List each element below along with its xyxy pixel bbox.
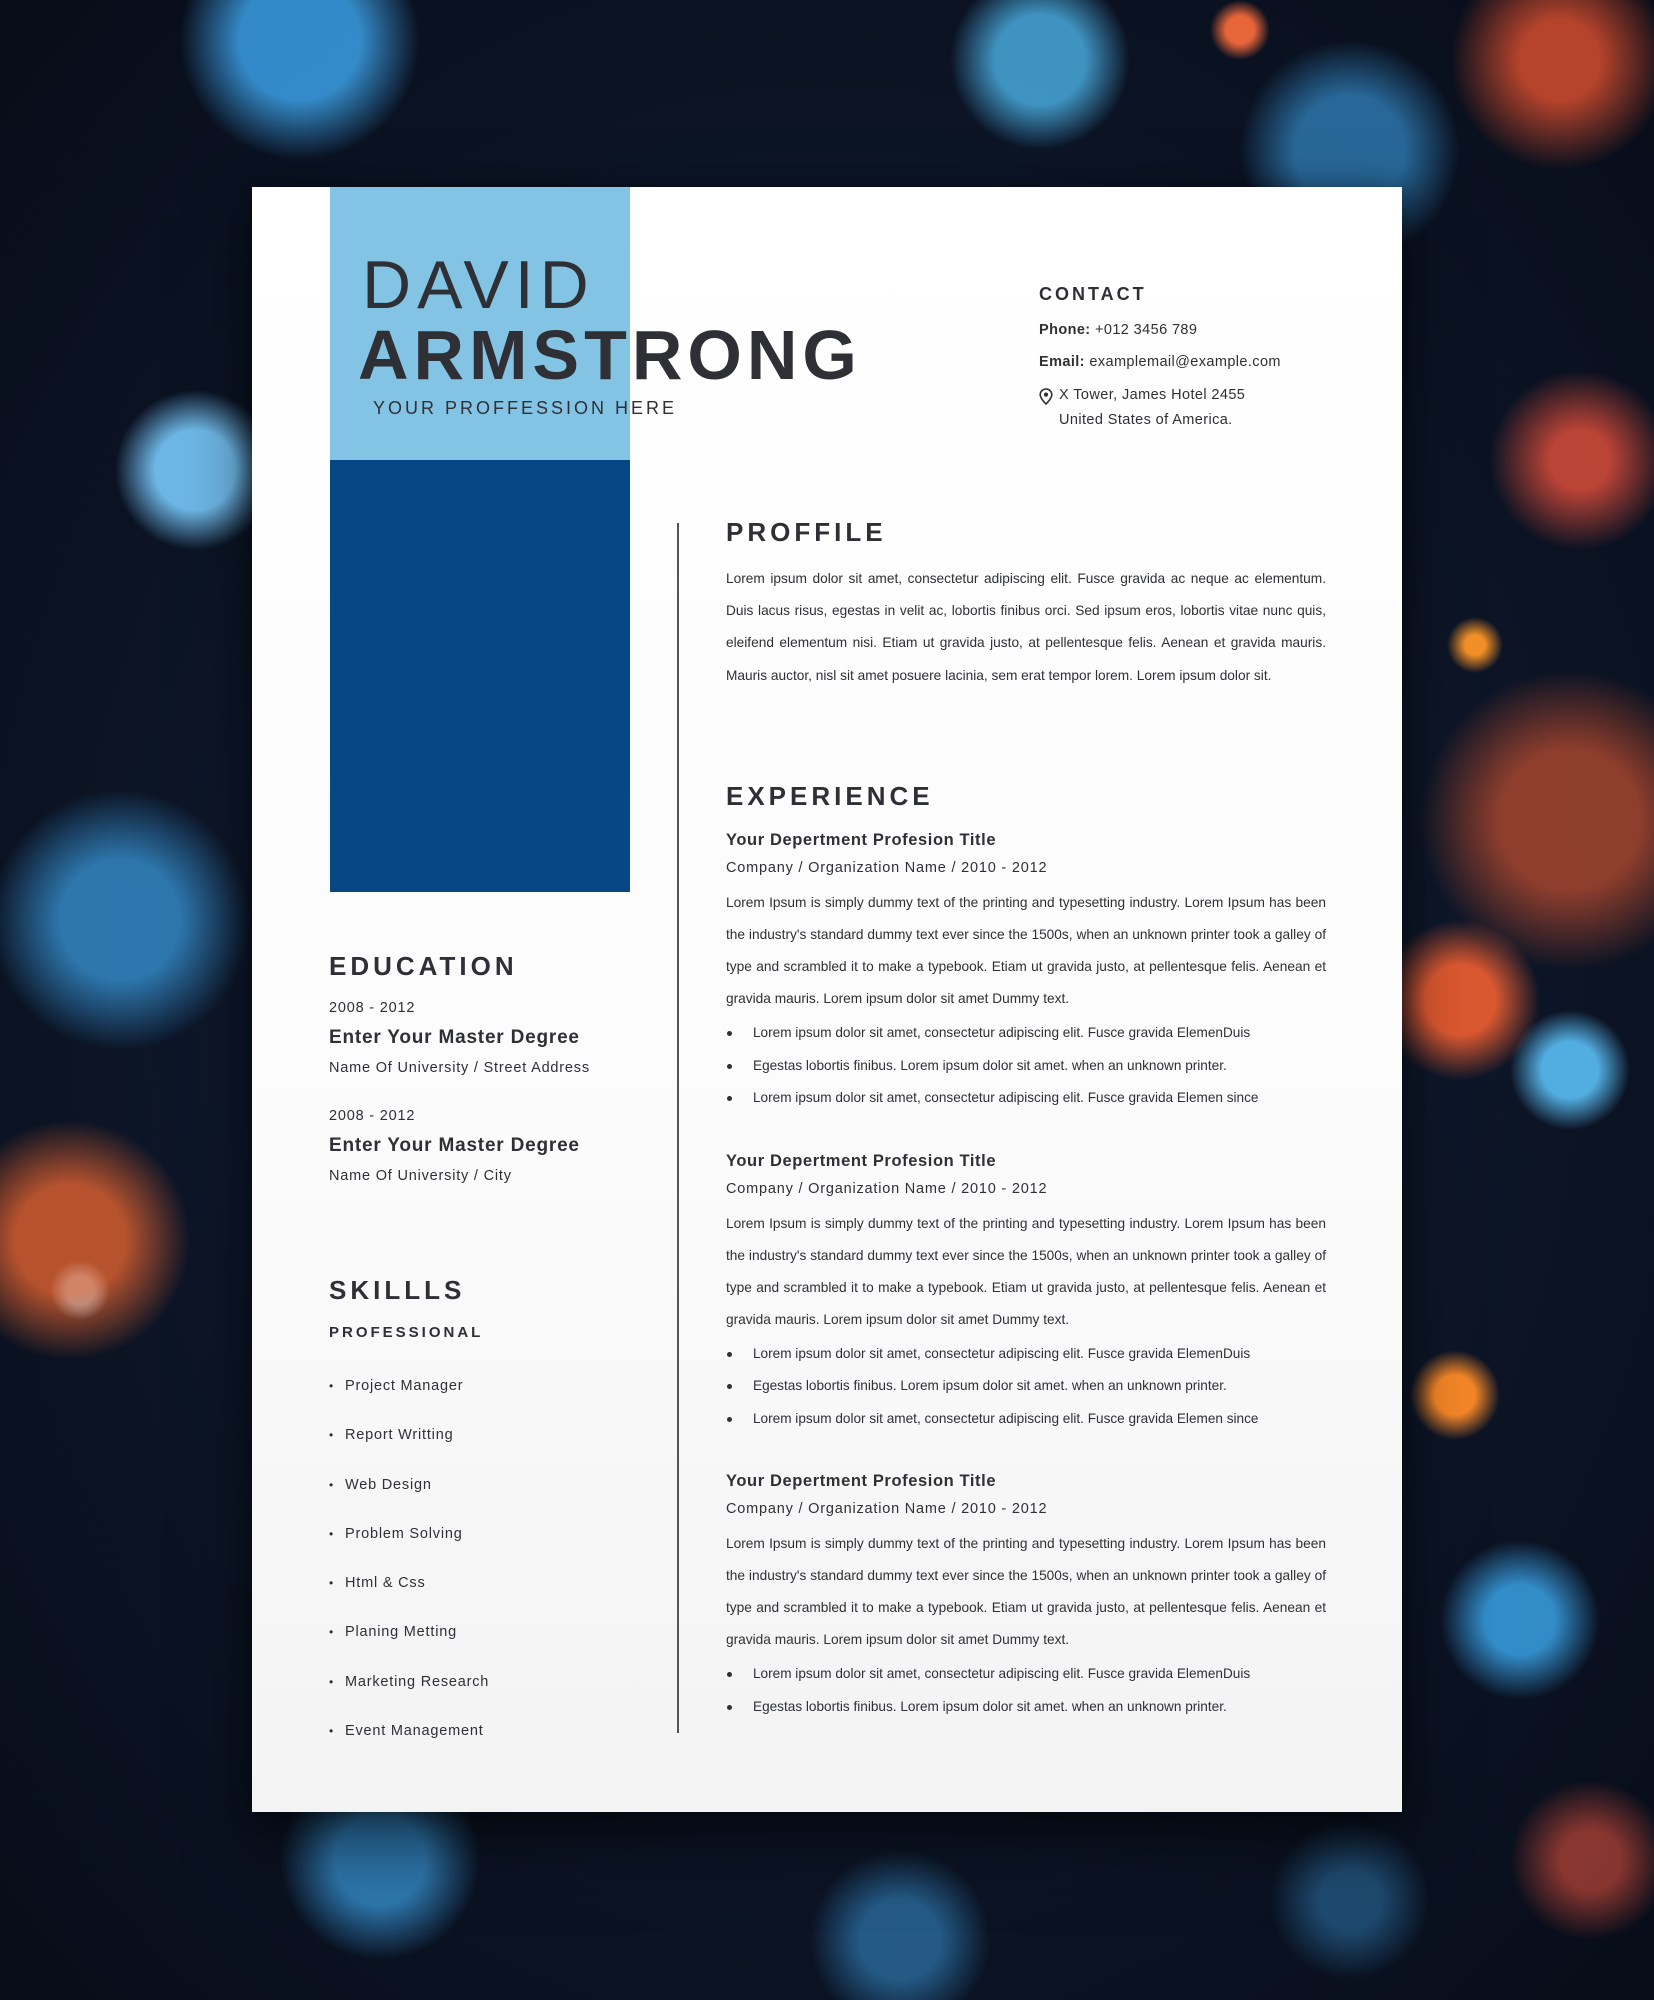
address-line <box>1039 383 1339 433</box>
contact-heading: CONTACT <box>1039 284 1147 304</box>
job-bullets <box>726 1338 1326 1436</box>
education-school: Name Of University / Street Address <box>329 1060 590 1076</box>
email-label: Email: <box>1039 354 1085 370</box>
phone-label: Phone: <box>1039 322 1091 338</box>
skills-subheading: PROFESSIONAL <box>329 1324 484 1341</box>
skills-section <box>329 1277 649 1756</box>
job-bullet: Lorem ipsum dolor sit amet, consectetur adipiscing elit. Fusce gravida Elemen since <box>726 1403 1326 1436</box>
education-heading: EDUCATION <box>329 951 518 981</box>
job-description: Lorem Ipsum is simply dummy text of the printing and typesetting industry. Lorem Ipsum has been the industry's standard dummy text ever since the 1500s, when an unknown printer took a galley of type and scrambled it to make a typebook. Etiam ut gravida justo, at pellentesque felis. Aenean et gravida mauris. Lorem ipsum dolor sit amet Dummy text. <box>726 1536 1326 1647</box>
profile-text: Lorem ipsum dolor sit amet, consectetur adipiscing elit. Fusce gravida ac neque ac elementum. Duis lacus risus, egestas in velit ac, lobortis finibus orci. Sed ipsum eros, lobortis vitae nunc quis, eleifend elementum nisi. Etiam ut gravida justo, at pellentesque felis. Aenean et gravida mauris. Mauris auctor, nisl sit amet posuere lacinia, sem erat tempor lorem. Lorem ipsum dolor sit. <box>726 571 1326 683</box>
education-entry <box>329 1107 649 1185</box>
education-degree: Enter Your Master Degree <box>329 1027 580 1048</box>
job-bullets <box>726 1017 1326 1115</box>
job-bullet: Lorem ipsum dolor sit amet, consectetur adipiscing elit. Fusce gravida ElemenDuis <box>726 1658 1326 1691</box>
address-text <box>1059 383 1245 433</box>
job-entry <box>726 830 1326 1115</box>
location-pin-icon <box>1039 388 1053 405</box>
skill-item: • Planing Metting <box>329 1608 649 1657</box>
profile-heading: PROFFILE <box>726 517 887 547</box>
skill-item: • Report Writting <box>329 1411 649 1460</box>
experience-section <box>726 783 1326 1723</box>
skills-list <box>329 1362 649 1756</box>
education-school: Name Of University / City <box>329 1168 512 1184</box>
profile-section <box>726 519 1326 692</box>
column-divider <box>677 523 679 1733</box>
last-name: ARMSTRONG <box>358 316 862 394</box>
first-name: DAVID <box>362 247 595 323</box>
profession-title: YOUR PROFFESSION HERE <box>373 398 678 418</box>
education-years: 2008 - 2012 <box>329 1108 416 1124</box>
experience-heading: EXPERIENCE <box>726 781 934 811</box>
job-title: Your Depertment Profesion Title <box>726 1472 997 1490</box>
skill-item: • Web Design <box>329 1461 649 1510</box>
skill-item: • Html & Css <box>329 1559 649 1608</box>
job-bullet: Egestas lobortis finibus. Lorem ipsum dolor sit amet. when an unknown printer. <box>726 1050 1326 1083</box>
education-degree: Enter Your Master Degree <box>329 1135 580 1156</box>
skills-heading: SKILLLS <box>329 1275 466 1305</box>
job-bullets <box>726 1658 1326 1723</box>
address-line-2: United States of America. <box>1059 412 1233 428</box>
address-line-1: X Tower, James Hotel 2455 <box>1059 387 1246 403</box>
education-entry <box>329 999 649 1077</box>
job-bullet: Egestas lobortis finibus. Lorem ipsum dolor sit amet. when an unknown printer. <box>726 1370 1326 1403</box>
job-bullet: Egestas lobortis finibus. Lorem ipsum dolor sit amet. when an unknown printer. <box>726 1691 1326 1724</box>
job-description: Lorem Ipsum is simply dummy text of the printing and typesetting industry. Lorem Ipsum has been the industry's standard dummy text ever since the 1500s, when an unknown printer took a galley of type and scrambled it to make a typebook. Etiam ut gravida justo, at pellentesque felis. Aenean et gravida mauris. Lorem ipsum dolor sit amet Dummy text. <box>726 1215 1326 1327</box>
education-years: 2008 - 2012 <box>329 1000 416 1016</box>
job-entry <box>726 1471 1326 1723</box>
job-company: Company / Organization Name / 2010 - 2012 <box>726 1180 1048 1197</box>
skill-item: • Marketing Research <box>329 1658 649 1707</box>
phone-value: +012 3456 789 <box>1094 322 1198 338</box>
job-bullet: Lorem ipsum dolor sit amet, consectetur adipiscing elit. Fusce gravida ElemenDuis <box>726 1338 1326 1371</box>
job-description: Lorem Ipsum is simply dummy text of the printing and typesetting industry. Lorem Ipsum has been the industry's standard dummy text ever since the 1500s, when an unknown printer took a galley of type and scrambled it to make a typebook. Etiam ut gravida justo, at pellentesque felis. Aenean et gravida mauris. Lorem ipsum dolor sit amet Dummy text. <box>726 895 1326 1006</box>
job-bullet: Lorem ipsum dolor sit amet, consectetur adipiscing elit. Fusce gravida ElemenDuis <box>726 1017 1326 1050</box>
email-value: examplemail@example.com <box>1089 354 1281 370</box>
job-company: Company / Organization Name / 2010 - 2012 <box>726 1501 1048 1517</box>
job-title: Your Depertment Profesion Title <box>726 1151 997 1170</box>
job-title: Your Depertment Profesion Title <box>726 831 997 849</box>
skill-item: • Problem Solving <box>329 1510 649 1559</box>
phone-line <box>1039 319 1339 341</box>
skill-item: • Project Manager <box>329 1362 649 1411</box>
email-line <box>1039 351 1339 373</box>
job-entry <box>726 1151 1326 1436</box>
job-bullet: Lorem ipsum dolor sit amet, consectetur adipiscing elit. Fusce gravida Elemen since <box>726 1082 1326 1115</box>
education-section <box>329 953 649 1185</box>
photo-placeholder-block <box>330 460 630 892</box>
contact-section <box>1039 284 1339 433</box>
skill-item: • Event Management <box>329 1707 649 1756</box>
resume-page <box>252 187 1402 1812</box>
job-company: Company / Organization Name / 2010 - 2012 <box>726 860 1048 876</box>
